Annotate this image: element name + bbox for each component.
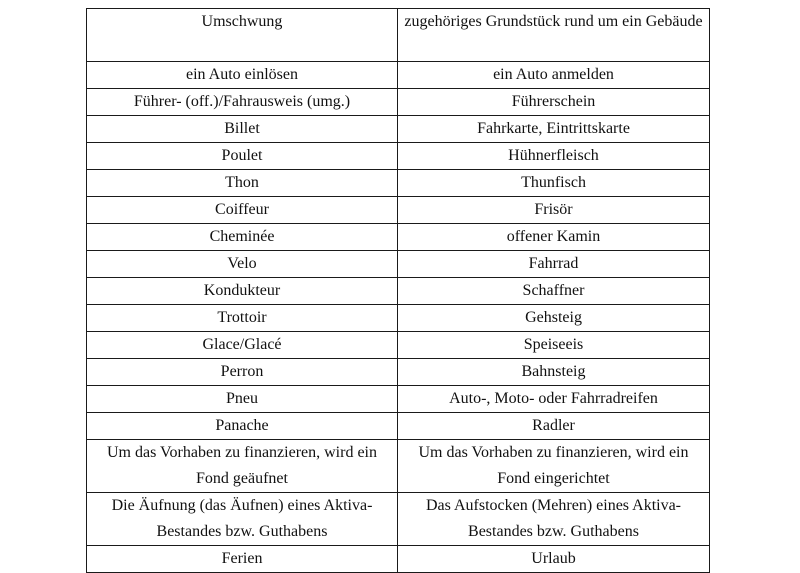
swiss-term-cell: Pneu bbox=[87, 386, 398, 413]
swiss-term-cell: Umschwung bbox=[87, 9, 398, 62]
german-term-cell: Gehsteig bbox=[398, 305, 710, 332]
swiss-term-cell: Panache bbox=[87, 413, 398, 440]
table-row bbox=[87, 413, 710, 440]
vocabulary-table bbox=[86, 8, 710, 573]
german-term-cell: Führerschein bbox=[398, 89, 710, 116]
table-row bbox=[87, 493, 710, 546]
table-row bbox=[87, 305, 710, 332]
table-row bbox=[87, 143, 710, 170]
swiss-term-cell: Glace/Glacé bbox=[87, 332, 398, 359]
german-term-cell: offener Kamin bbox=[398, 224, 710, 251]
swiss-term-cell: Cheminée bbox=[87, 224, 398, 251]
table-row bbox=[87, 89, 710, 116]
german-term-cell: Fahrrad bbox=[398, 251, 710, 278]
table-row bbox=[87, 278, 710, 305]
table-row bbox=[87, 62, 710, 89]
german-term-cell: ein Auto anmelden bbox=[398, 62, 710, 89]
swiss-term-cell: Führer- (off.)/Fahrausweis (umg.) bbox=[87, 89, 398, 116]
german-term-cell: Um das Vorhaben zu finanzieren, wird ein Fond eingerichtet bbox=[398, 440, 710, 493]
table-row bbox=[87, 9, 710, 62]
swiss-term-cell: Velo bbox=[87, 251, 398, 278]
german-term-cell: Hühnerfleisch bbox=[398, 143, 710, 170]
german-term-cell: Auto-, Moto- oder Fahrradreifen bbox=[398, 386, 710, 413]
german-term-cell: Urlaub bbox=[398, 546, 710, 573]
swiss-term-cell: Coiffeur bbox=[87, 197, 398, 224]
table-row bbox=[87, 386, 710, 413]
german-term-cell: zugehöriges Grundstück rund um ein Gebäude bbox=[398, 9, 710, 62]
table-row bbox=[87, 359, 710, 386]
swiss-term-cell: Poulet bbox=[87, 143, 398, 170]
table-row bbox=[87, 440, 710, 493]
swiss-term-cell: Um das Vorhaben zu finanzieren, wird ein Fond geäufnet bbox=[87, 440, 398, 493]
table-row bbox=[87, 116, 710, 143]
german-term-cell: Speiseeis bbox=[398, 332, 710, 359]
german-term-cell: Fahrkarte, Eintrittskarte bbox=[398, 116, 710, 143]
german-term-cell: Thunfisch bbox=[398, 170, 710, 197]
table-row bbox=[87, 224, 710, 251]
table-row bbox=[87, 170, 710, 197]
swiss-term-cell: ein Auto einlösen bbox=[87, 62, 398, 89]
swiss-term-cell: Trottoir bbox=[87, 305, 398, 332]
swiss-term-cell: Die Äufnung (das Äufnen) eines Aktiva-Bestandes bzw. Guthabens bbox=[87, 493, 398, 546]
table-row bbox=[87, 197, 710, 224]
table-row bbox=[87, 546, 710, 573]
table-row bbox=[87, 332, 710, 359]
german-term-cell: Schaffner bbox=[398, 278, 710, 305]
swiss-term-cell: Perron bbox=[87, 359, 398, 386]
german-term-cell: Frisör bbox=[398, 197, 710, 224]
swiss-term-cell: Kondukteur bbox=[87, 278, 398, 305]
swiss-term-cell: Ferien bbox=[87, 546, 398, 573]
swiss-term-cell: Thon bbox=[87, 170, 398, 197]
german-term-cell: Bahnsteig bbox=[398, 359, 710, 386]
german-term-cell: Das Aufstocken (Mehren) eines Aktiva-Bestandes bzw. Guthabens bbox=[398, 493, 710, 546]
german-term-cell: Radler bbox=[398, 413, 710, 440]
table-row bbox=[87, 251, 710, 278]
swiss-term-cell: Billet bbox=[87, 116, 398, 143]
